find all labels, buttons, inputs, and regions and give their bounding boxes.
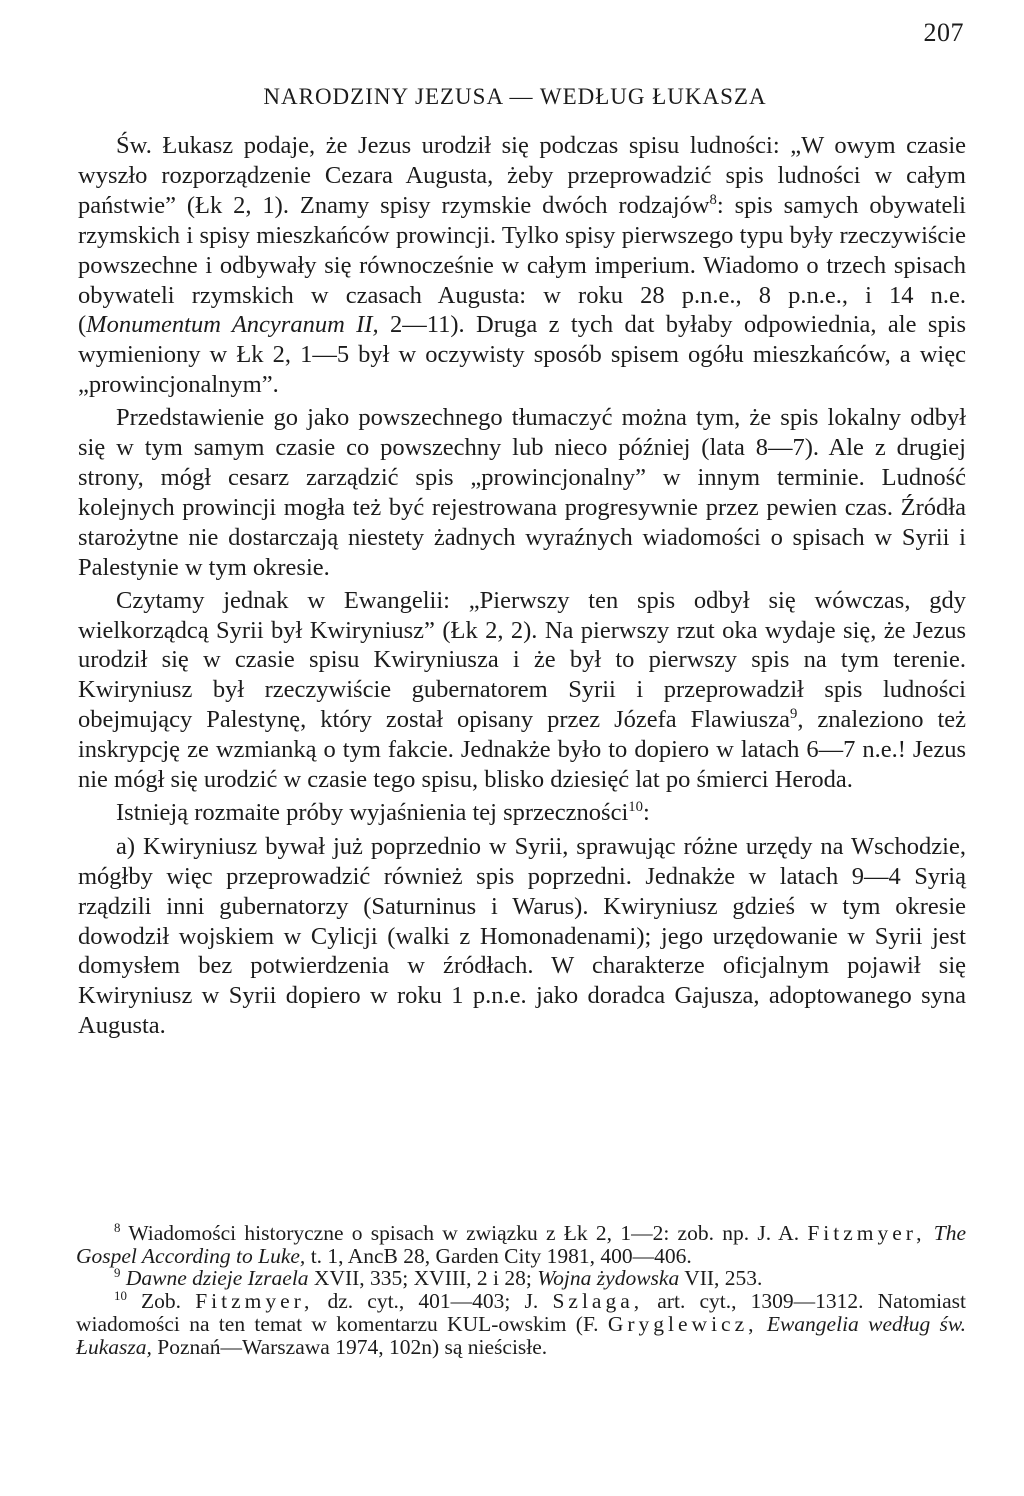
footnote-10 [76, 1290, 966, 1358]
footnote-10-text-c: art. cyt., 1309—1312. Natomiast wiadomości na ten temat w komentarzu KUL-owskim (F. [76, 1289, 966, 1336]
page-number: 207 [923, 18, 964, 47]
footnote-8-title: The Gospel According to Luke, [76, 1221, 966, 1268]
footnote-8-author: Fitzmyer, [807, 1221, 926, 1245]
running-head: NARODZINY JEZUSA — WEDŁUG ŁUKASZA [263, 84, 767, 109]
footnote-10-text-d: Poznań—Warszawa 1974, 102n) są nieścisłe. [151, 1334, 548, 1359]
paragraph-1-text-a: Św. Łukasz podaje, że Jezus urodził się podczas spisu ludności: „W owym czasie wyszło rozporządzenie Cezara Augusta, żeby przeprowadzić spis ludności w całym państwie” (Łk 2, 1). Znamy spisy rzymskie dwóch rodzajów [78, 132, 966, 219]
footnote-10-number: 10 [114, 1288, 127, 1303]
footnote-9 [76, 1267, 966, 1290]
paragraph-4-text-b: : [642, 798, 650, 826]
footnote-9-number: 9 [114, 1266, 121, 1281]
footnotes [76, 1222, 966, 1358]
paragraph-4-text-a: Istnieją rozmaite próby wyjaśnienia tej sprzeczności [116, 798, 629, 826]
footnote-ref-9: 9 [789, 706, 798, 723]
footnote-10-author-1: Fitzmyer, [195, 1289, 314, 1314]
paragraph-2: Przedstawienie go jako powszechnego tłumaczyć można tym, że spis lokalny odbył się w tym samym czasie co powszechny lub nieco później (lata 8—7). Ale z drugiej strony, mógł cesarz zarządzić spis „prowincjonalny” w innym terminie. Ludność kolejnych prowincji mogła też być rejestrowana progresywnie przez pewien czas. Źródła starożytne nie dostarczają niestety żadnych wyraźnych wiadomości o spisach w Syrii i Palestynie w tym okresie. [78, 404, 966, 581]
paragraph-3 [78, 586, 966, 795]
paragraph-1-text-c: 2—11). Druga z tych dat byłaby odpowiednia, ale spis wymieniony w Łk 2, 1—5 był w oczywisty sposób spisem ogółu mieszkańców, a więc „prowincjonalnym”. [78, 311, 966, 399]
footnote-10-author-2: Szlaga, [552, 1289, 644, 1314]
paragraph-4 [78, 798, 966, 828]
footnote-10-text-a: Zob. [126, 1289, 196, 1314]
paragraph-3-text-a: Czytamy jednak w Ewangelii: „Pierwszy ten spis odbył się wówczas, gdy wielkorządcą Syrii był Kwiryniusz” (Łk 2, 2). Na pierwszy rzut oka wydaje się, że Jezus urodził się w czasie spisu Kwiryniusza i że był to pierwszy spis na tym terenie. Kwiryniusz był rzeczywiście gubernatorem Syrii i przeprowadził spis ludności obejmujący Palestynę, który został opisany przez Józefa Flawiusza [78, 586, 966, 734]
footnote-ref-10: 10 [628, 798, 643, 815]
paragraph-5: a) Kwiryniusz bywał już poprzednio w Syrii, sprawując różne urzędy na Wschodzie, mógłby więc przeprowadzić również spis poprzedni. Jednakże w latach 9—4 Syrią rządzili inni gubernatorzy (Saturninus i Warus). Kwiryniusz gdzieś w tym okresie dowodził wojskiem w Cylicji (walki z Homonadenami); jego urzędowanie w Syrii jest domysłem bez potwierdzenia w źródłach. W charakterze oficjalnym pojawił się Kwiryniusz w Syrii dopiero w roku 1 p.n.e. jako doradca Gajusza, adoptowanego syna Augusta. [78, 832, 966, 1040]
footnote-8 [76, 1222, 966, 1267]
paragraph-1-text-b: : spis samych obywateli rzymskich i spisy mieszkańców prowincji. Tylko spisy pierwszego typu były rzeczywiście powszechne i odbywały się równocześnie w całym imperium. Wiadomo o trzech spisach obywateli rzymskich w czasach Augusta: w roku 28 p.n.e., 8 p.n.e., i 14 n.e. ( [78, 191, 966, 339]
footnote-10-title: Ewangelia według św. Łukasza, [76, 1311, 966, 1359]
footnote-10-text-b: dz. cyt., 401—403; J. [313, 1289, 553, 1314]
paragraph-1-italic: Monumentum Ancyranum II, [86, 311, 379, 339]
footnote-9-title-2: Wojna żydowska [537, 1266, 680, 1291]
footnote-9-title-1: Dawne dzieje Izraela [120, 1266, 309, 1291]
paragraph-3-text-b: , znaleziono też inskrypcję ze wzmianką o tym fakcie. Jednakże było to dopiero w latach 6—7 n.e.! Jezus nie mógł się urodzić w czasie tego spisu, blisko dziesięć lat po śmierci Heroda. [78, 706, 966, 794]
body-text [78, 131, 966, 1041]
footnote-9-text-a: XVII, 335; XVIII, 2 i 28; [308, 1266, 538, 1291]
footnote-8-text-b: t. 1, AncB 28, Garden City 1981, 400—406. [305, 1243, 692, 1268]
footnote-10-author-3: Gryglewicz, [607, 1311, 758, 1336]
footnote-ref-8: 8 [709, 191, 717, 208]
paragraph-1 [78, 131, 966, 400]
footnote-8-text-a: Wiadomości historyczne o spisach w związku z Łk 2, 1—2: zob. np. J. A. [120, 1221, 808, 1245]
footnote-8-number: 8 [114, 1220, 121, 1235]
footnote-9-text-b: VII, 253. [679, 1266, 763, 1291]
